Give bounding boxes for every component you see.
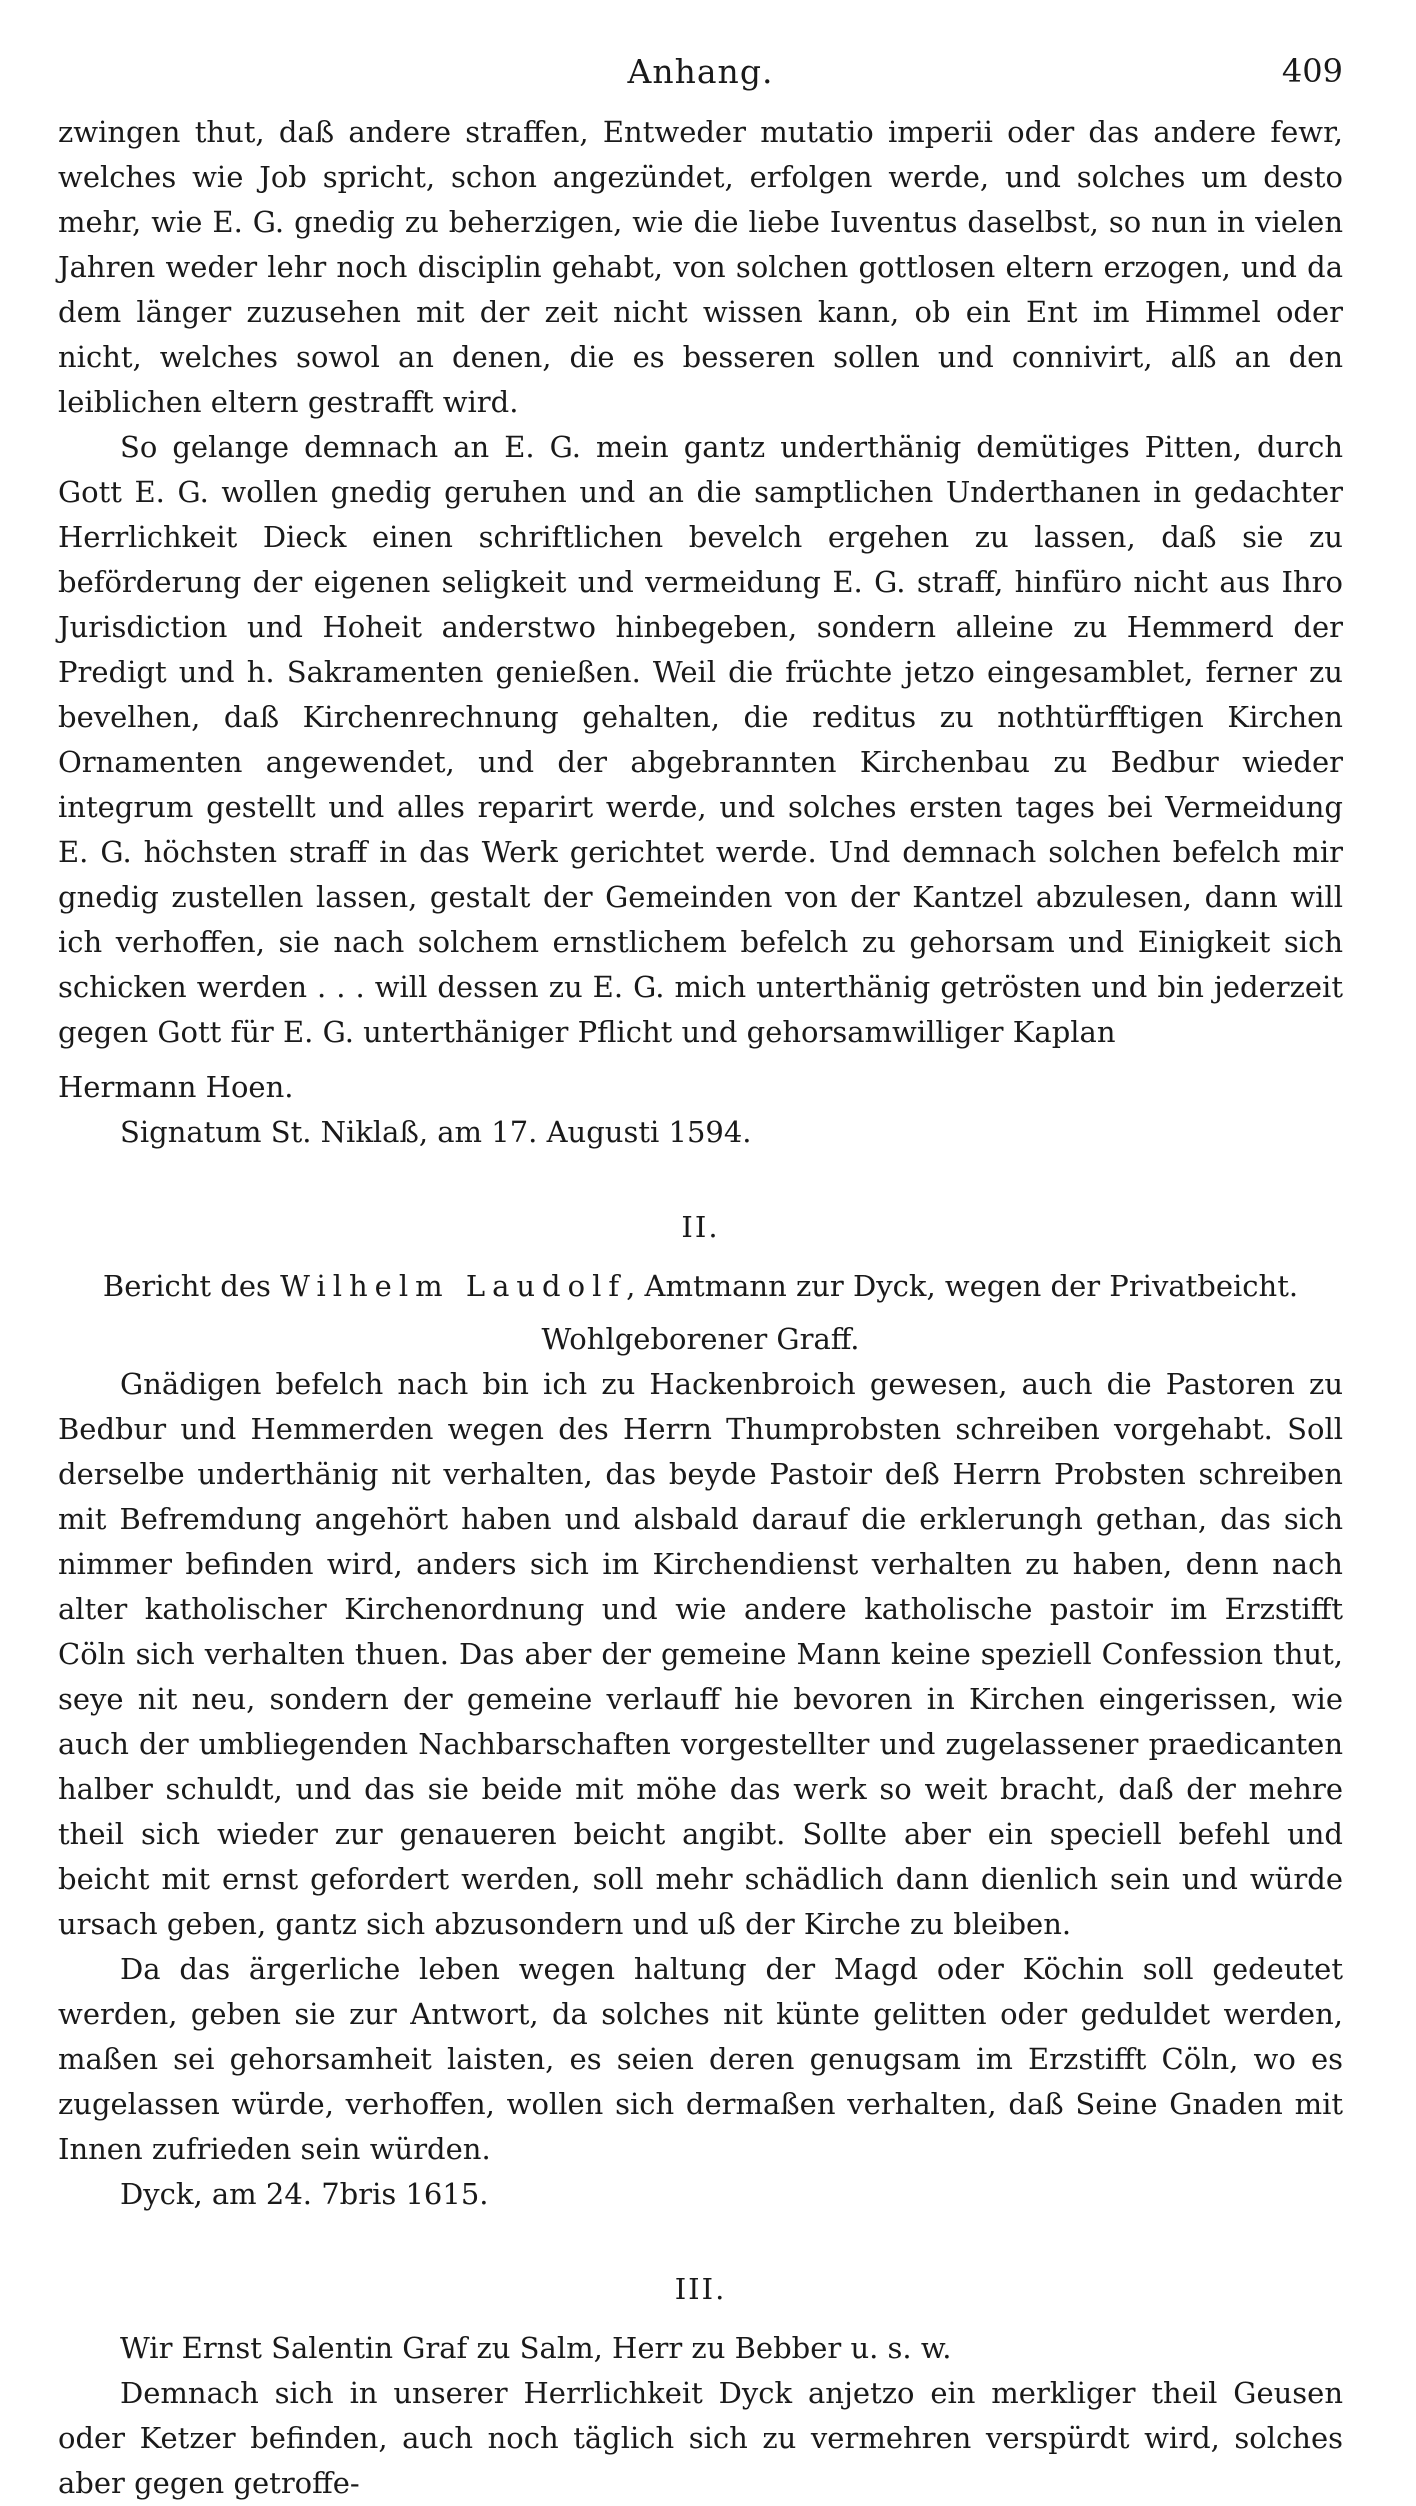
section-heading bbox=[58, 1264, 1343, 1309]
signature: Hermann Hoen. bbox=[58, 1070, 294, 1104]
section-number: III. bbox=[674, 2272, 727, 2306]
paragraph: zwingen thut, daß andere straffen, Entweder mutatio imperii oder das andere fewr, welches wie Job spricht, schon angezündet, erfolgen werde, und solches um desto mehr, wie E. G. gnedig zu beherzigen, wie die liebe Iuventus daselbst, so nun in vielen Jahren weder lehr noch disciplin gehabt, von solchen gottlosen eltern erzogen, und da dem länger zuzusehen mit der zeit nicht wissen kann, ob ein Ent im Himmel oder nicht, welches sowol an denen, die es besseren sollen und connivirt, alß an den leiblichen eltern gestrafft wird. bbox=[58, 115, 1343, 419]
paragraph: So gelange demnach an E. G. mein gantz underthänig demütiges Pitten, durch Gott E. G. wollen gnedig geruhen und an die samptlichen Underthanen in gedachter Herrlichkeit Dieck einen schriftlichen bevelch ergehen zu lassen, daß sie zu beförderung der eigenen seligkeit und vermeidung E. G. straff, hinfüro nicht aus Ihro Jurisdiction und Hoheit anderstwo hinbegeben, sondern alleine zu Hemmerd der Predigt und h. Sakramenten genießen. Weil die früchte jetzo eingesamblet, ferner zu bevelhen, daß Kirchenrechnung gehalten, die reditus zu nothtürfftigen Kirchen Ornamenten angewendet, und der abgebrannten Kirchenbau zu Bedbur wieder integrum gestellt und alles reparirt werde, und solches ersten tages bei Vermeidung E. G. höchsten straff in das Werk gerichtet werde. Und demnach solchen befelch mir gnedig zustellen lassen, gestalt der Gemeinden von der Kantzel abzulesen, dann will ich verhoffen, sie nach solchem ernstlichem befelch zu gehorsam und Einigkeit sich schicken werden . . . will dessen zu E. G. mich unterthänig getrösten und bin jederzeit gegen Gott für E. G. unterthäniger Pflicht und gehorsamwilliger Kaplan bbox=[58, 430, 1343, 1049]
section-number: II. bbox=[681, 1210, 720, 1244]
page-number: 409 bbox=[1281, 52, 1343, 90]
paragraph: Demnach sich in unserer Herrlichkeit Dyck anjetzo ein merkliger theil Geusen oder Ketzer befinden, auch noch täglich sich zu vermehren verspürdt wird, solches aber gegen getroffe- bbox=[58, 2376, 1343, 2500]
heading-name: Wilhelm Laudolf bbox=[280, 1269, 627, 1303]
section-2 bbox=[58, 1362, 1343, 2217]
salutation: Wohlgeborener Graff. bbox=[541, 1322, 860, 1356]
heading-prefix: Bericht des bbox=[102, 1269, 281, 1303]
document-page bbox=[58, 52, 1343, 2506]
running-head: Anhang. bbox=[627, 52, 774, 91]
section-3 bbox=[58, 2326, 1343, 2506]
date-line: Signatum St. Niklaß, am 17. Augusti 1594. bbox=[120, 1115, 752, 1149]
date-line: Dyck, am 24. 7bris 1615. bbox=[120, 2177, 489, 2211]
paragraph: Da das ärgerliche leben wegen haltung der Magd oder Köchin soll gedeutet werden, geben sie zur Antwort, da solches nit künte gelitten oder geduldet werden, maßen sei gehorsamheit laisten, es seien deren genugsam im Erzstifft Cöln, wo es zugelassen würde, verhoffen, wollen sich dermaßen verhalten, daß Seine Gnaden mit Innen zufrieden sein würden. bbox=[58, 1952, 1343, 2166]
heading-suffix: , Amtmann zur Dyck, wegen der Privatbeicht. bbox=[626, 1269, 1299, 1303]
paragraph: Gnädigen befelch nach bin ich zu Hackenbroich gewesen, auch die Pastoren zu Bedbur und Hemmerden wegen des Herrn Thumprobsten schreiben vorgehabt. Soll derselbe underthänig nit verhalten, das beyde Pastoir deß Herrn Probsten schreiben mit Befremdung angehört haben und alsbald darauf die erklerungh gethan, das sich nimmer befinden wird, anders sich im Kirchendienst verhalten zu haben, denn nach alter katholischer Kirchenordnung und wie andere katholische pastoir im Erzstifft Cöln sich verhalten thuen. Das aber der gemeine Mann keine speziell Confession thut, seye nit neu, sondern der gemeine verlauff hie bevoren in Kirchen eingerissen, wie auch der umbliegenden Nachbarschaften vorgestellter und zugelassener praedicanten halber schuldt, und das sie beide mit möhe das werk so weit bracht, daß der mehre theil sich wieder zur genaueren beicht angibt. Sollte aber ein speciell befehl und beicht mit ernst gefordert werden, soll mehr schädlich dann dienlich sein und würde ursach geben, gantz sich abzusondern und uß der Kirche zu bleiben. bbox=[58, 1367, 1343, 1941]
section-1 bbox=[58, 110, 1343, 1155]
intro-line: Wir Ernst Salentin Graf zu Salm, Herr zu Bebber u. s. w. bbox=[120, 2331, 952, 2365]
page-header bbox=[58, 52, 1343, 110]
